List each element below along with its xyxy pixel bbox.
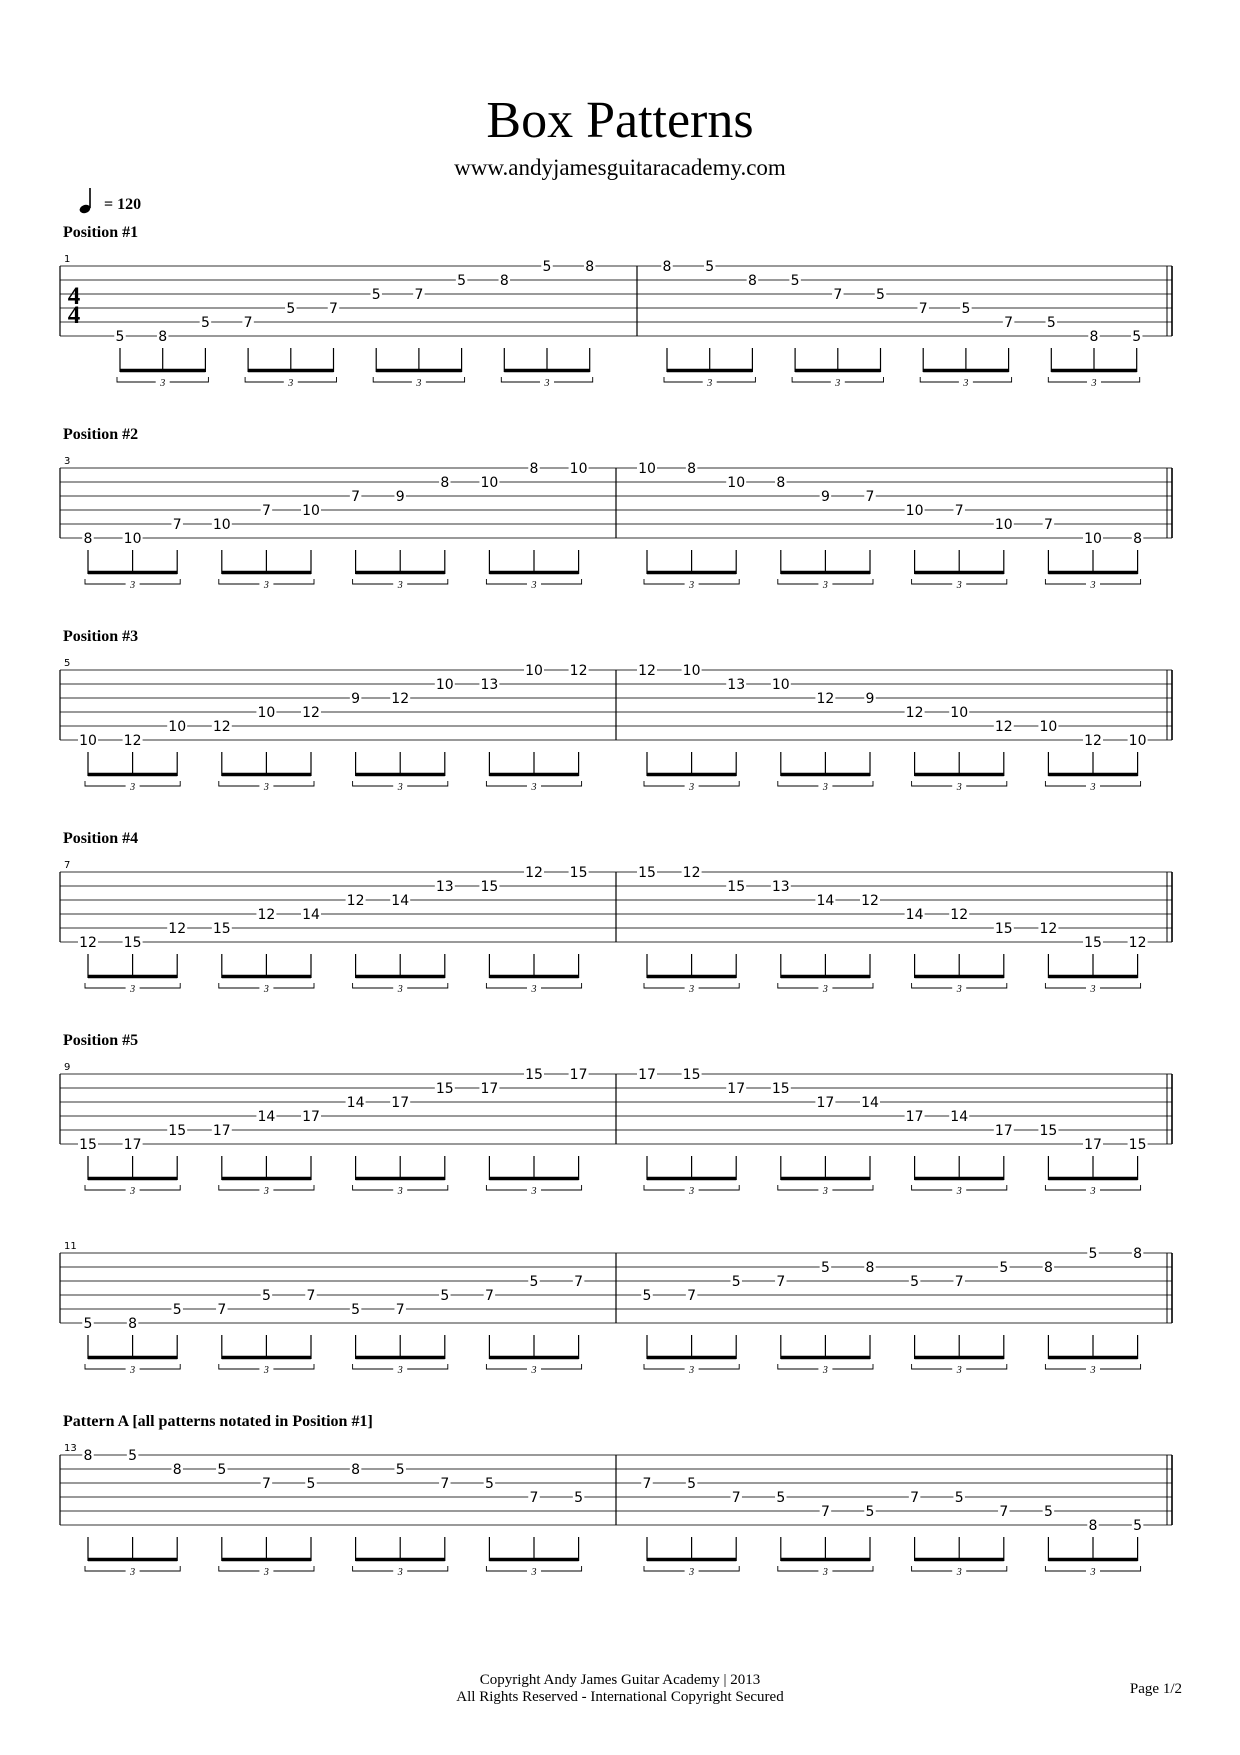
fret-number: 8 xyxy=(83,1448,93,1464)
tuplet-number: 3 xyxy=(822,1567,828,1578)
fret-number: 15 xyxy=(1128,1137,1147,1153)
fret-number: 5 xyxy=(542,259,552,275)
fret-number: 7 xyxy=(529,1490,539,1506)
fret-number: 10 xyxy=(1084,531,1102,547)
tuplet-number: 3 xyxy=(689,1365,695,1376)
tuplet-number: 3 xyxy=(963,378,969,389)
fret-number: 8 xyxy=(1133,1246,1143,1262)
tuplet-number: 3 xyxy=(531,1365,537,1376)
tuplet-number: 3 xyxy=(822,580,828,591)
time-signature-bottom: 4 xyxy=(67,302,81,329)
tuplet-number: 3 xyxy=(130,1365,136,1376)
tuplet-number: 3 xyxy=(822,1186,828,1197)
fret-number: 5 xyxy=(865,1504,875,1520)
fret-number: 15 xyxy=(435,1081,454,1097)
system-label: Position #4 xyxy=(63,830,139,847)
fret-number: 5 xyxy=(1088,1246,1098,1262)
tuplet-number: 3 xyxy=(397,1186,403,1197)
fret-number: 14 xyxy=(302,907,320,923)
fret-number: 15 xyxy=(1039,1123,1058,1139)
fret-number: 15 xyxy=(569,865,588,881)
fret-number: 14 xyxy=(257,1109,276,1125)
fret-number: 8 xyxy=(351,1462,361,1478)
fret-number: 5 xyxy=(705,259,715,275)
tab-system xyxy=(60,1241,1172,1376)
fret-number: 7 xyxy=(574,1274,584,1290)
fret-number: 10 xyxy=(682,663,701,679)
fret-number: 8 xyxy=(499,273,509,289)
fret-number: 7 xyxy=(261,503,271,519)
fret-number: 15 xyxy=(1084,935,1102,951)
fret-number: 7 xyxy=(217,1302,227,1318)
tuplet-number: 3 xyxy=(822,984,828,995)
tuplet-number: 3 xyxy=(160,378,166,389)
fret-number: 10 xyxy=(727,475,746,491)
measure-number: 11 xyxy=(64,1241,77,1252)
fret-number: 7 xyxy=(395,1302,405,1318)
fret-number: 5 xyxy=(128,1448,138,1464)
fret-number: 5 xyxy=(687,1476,697,1492)
fret-number: 12 xyxy=(302,705,320,721)
fret-number: 8 xyxy=(128,1316,138,1332)
tab-system xyxy=(60,1032,1172,1197)
tuplet-number: 3 xyxy=(689,782,695,793)
fret-number: 5 xyxy=(820,1260,830,1276)
measure-number: 9 xyxy=(64,1062,71,1073)
fret-number: 8 xyxy=(662,259,672,275)
fret-number: 17 xyxy=(905,1109,924,1125)
fret-number: 10 xyxy=(950,705,969,721)
tuplet-number: 3 xyxy=(689,580,695,591)
fret-number: 5 xyxy=(910,1274,920,1290)
tuplet-number: 3 xyxy=(263,782,269,793)
fret-number: 10 xyxy=(123,531,142,547)
fret-number: 12 xyxy=(950,907,969,923)
fret-number: 17 xyxy=(302,1109,320,1125)
copyright-line-1: Copyright Andy James Guitar Academy | 2013 xyxy=(479,1672,761,1688)
fret-number: 10 xyxy=(168,719,187,735)
fret-number: 5 xyxy=(306,1476,316,1492)
fret-number: 14 xyxy=(391,893,410,909)
fret-number: 10 xyxy=(257,705,276,721)
fret-number: 5 xyxy=(790,273,800,289)
fret-number: 17 xyxy=(123,1137,142,1153)
fret-number: 7 xyxy=(351,489,361,505)
fret-number: 5 xyxy=(1046,315,1056,331)
fret-number: 5 xyxy=(999,1260,1009,1276)
fret-number: 12 xyxy=(1039,921,1058,937)
tempo-value: = 120 xyxy=(104,196,142,213)
fret-number: 12 xyxy=(212,719,231,735)
fret-number: 8 xyxy=(1088,1518,1098,1534)
fret-number: 12 xyxy=(79,935,97,951)
fret-number: 17 xyxy=(569,1067,588,1083)
fret-number: 7 xyxy=(243,315,253,331)
fret-number: 5 xyxy=(876,287,885,303)
fret-number: 7 xyxy=(329,301,338,317)
fret-number: 7 xyxy=(642,1476,652,1492)
fret-number: 8 xyxy=(172,1462,182,1478)
fret-number: 5 xyxy=(83,1316,93,1332)
fret-number: 5 xyxy=(529,1274,539,1290)
fret-number: 10 xyxy=(435,677,454,693)
fret-number: 7 xyxy=(910,1490,920,1506)
fret-number: 5 xyxy=(261,1288,271,1304)
fret-number: 9 xyxy=(351,691,361,707)
fret-number: 12 xyxy=(905,705,924,721)
tuplet-number: 3 xyxy=(689,1186,695,1197)
fret-number: 5 xyxy=(457,273,467,289)
measure-number: 1 xyxy=(64,254,71,265)
tuplet-number: 3 xyxy=(544,378,550,389)
fret-number: 15 xyxy=(480,879,499,895)
fret-number: 14 xyxy=(816,893,835,909)
fret-number: 10 xyxy=(1128,733,1147,749)
fret-number: 5 xyxy=(115,329,125,345)
tab-system xyxy=(60,426,1172,591)
fret-number: 7 xyxy=(999,1504,1009,1520)
system-label: Position #2 xyxy=(63,426,139,443)
fret-number: 10 xyxy=(212,517,231,533)
tuplet-number: 3 xyxy=(1090,1186,1096,1197)
fret-number: 8 xyxy=(747,273,757,289)
tuplet-number: 3 xyxy=(956,1186,962,1197)
fret-number: 10 xyxy=(302,503,320,519)
measure-number: 7 xyxy=(64,860,71,871)
fret-number: 13 xyxy=(435,879,454,895)
fret-number: 12 xyxy=(257,907,276,923)
fret-number: 10 xyxy=(525,663,543,679)
fret-number: 7 xyxy=(731,1490,741,1506)
fret-number: 14 xyxy=(346,1095,365,1111)
website-url: www.andyjamesguitaracademy.com xyxy=(454,155,786,180)
fret-number: 5 xyxy=(642,1288,652,1304)
fret-number: 8 xyxy=(529,461,539,477)
measure-number: 3 xyxy=(64,456,71,467)
tuplet-number: 3 xyxy=(1090,1567,1096,1578)
fret-number: 7 xyxy=(484,1288,494,1304)
system-label: Position #5 xyxy=(63,1032,139,1049)
tuplet-number: 3 xyxy=(397,580,403,591)
fret-number: 8 xyxy=(865,1260,875,1276)
fret-number: 10 xyxy=(569,461,588,477)
fret-number: 7 xyxy=(820,1504,830,1520)
fret-number: 15 xyxy=(123,935,142,951)
fret-number: 12 xyxy=(346,893,365,909)
measure-number: 5 xyxy=(64,658,71,669)
fret-number: 5 xyxy=(351,1302,361,1318)
tuplet-number: 3 xyxy=(956,1365,962,1376)
tuplet-number: 3 xyxy=(416,378,422,389)
fret-number: 7 xyxy=(954,503,964,519)
tuplet-number: 3 xyxy=(130,782,136,793)
fret-number: 17 xyxy=(391,1095,410,1111)
fret-number: 7 xyxy=(440,1476,450,1492)
fret-number: 12 xyxy=(682,865,701,881)
fret-number: 7 xyxy=(414,287,424,303)
tuplet-number: 3 xyxy=(689,984,695,995)
copyright-line-2: All Rights Reserved - International Copyright Secured xyxy=(456,1689,784,1705)
fret-number: 17 xyxy=(638,1067,656,1083)
tuplet-number: 3 xyxy=(397,782,403,793)
fret-number: 8 xyxy=(687,461,697,477)
fret-number: 15 xyxy=(79,1137,97,1153)
fret-number: 5 xyxy=(440,1288,450,1304)
tuplet-number: 3 xyxy=(263,1365,269,1376)
fret-number: 12 xyxy=(168,921,187,937)
tuplet-number: 3 xyxy=(397,1567,403,1578)
tuplet-number: 3 xyxy=(707,378,713,389)
tuplet-number: 3 xyxy=(130,1567,136,1578)
tuplet-number: 3 xyxy=(956,782,962,793)
fret-number: 9 xyxy=(820,489,830,505)
fret-number: 17 xyxy=(816,1095,835,1111)
fret-number: 12 xyxy=(391,691,410,707)
fret-number: 7 xyxy=(865,489,875,505)
fret-number: 7 xyxy=(833,287,843,303)
fret-number: 5 xyxy=(1133,1518,1143,1534)
fret-number: 17 xyxy=(480,1081,499,1097)
fret-number: 17 xyxy=(212,1123,231,1139)
tuplet-number: 3 xyxy=(288,378,294,389)
tuplet-number: 3 xyxy=(397,984,403,995)
tuplet-number: 3 xyxy=(263,1186,269,1197)
fret-number: 8 xyxy=(1043,1260,1053,1276)
fret-number: 14 xyxy=(905,907,924,923)
fret-number: 5 xyxy=(200,315,210,331)
time-signature-top: 4 xyxy=(67,283,81,310)
fret-number: 12 xyxy=(123,733,142,749)
tuplet-number: 3 xyxy=(956,1567,962,1578)
fret-number: 5 xyxy=(371,287,381,303)
fret-number: 7 xyxy=(172,517,182,533)
tuplet-number: 3 xyxy=(956,580,962,591)
fret-number: 5 xyxy=(574,1490,584,1506)
fret-number: 7 xyxy=(1043,517,1053,533)
fret-number: 15 xyxy=(638,865,656,881)
fret-number: 15 xyxy=(994,921,1013,937)
tuplet-number: 3 xyxy=(130,984,136,995)
tempo-marking xyxy=(78,188,141,215)
fret-number: 9 xyxy=(865,691,875,707)
fret-number: 7 xyxy=(1004,315,1014,331)
tuplet-number: 3 xyxy=(1090,1365,1096,1376)
tuplet-number: 3 xyxy=(531,984,537,995)
fret-number: 12 xyxy=(1084,733,1102,749)
fret-number: 15 xyxy=(682,1067,701,1083)
tuplet-number: 3 xyxy=(956,984,962,995)
tuplet-number: 3 xyxy=(531,1567,537,1578)
fret-number: 10 xyxy=(638,461,656,477)
system-label: Pattern A [all patterns notated in Position #1] xyxy=(63,1413,373,1430)
fret-number: 17 xyxy=(994,1123,1013,1139)
fret-number: 15 xyxy=(168,1123,187,1139)
fret-number: 5 xyxy=(1043,1504,1053,1520)
fret-number: 7 xyxy=(306,1288,316,1304)
tuplet-number: 3 xyxy=(689,1567,695,1578)
fret-number: 7 xyxy=(954,1274,964,1290)
tuplet-number: 3 xyxy=(130,1186,136,1197)
fret-number: 14 xyxy=(861,1095,879,1111)
tuplet-number: 3 xyxy=(835,378,841,389)
fret-number: 5 xyxy=(731,1274,741,1290)
fret-number: 9 xyxy=(395,489,405,505)
fret-number: 15 xyxy=(771,1081,790,1097)
tuplet-number: 3 xyxy=(531,782,537,793)
fret-number: 8 xyxy=(83,531,93,547)
fret-number: 12 xyxy=(525,865,543,881)
fret-number: 7 xyxy=(261,1476,271,1492)
tuplet-number: 3 xyxy=(263,984,269,995)
fret-number: 5 xyxy=(961,301,971,317)
fret-number: 10 xyxy=(905,503,924,519)
fret-number: 7 xyxy=(687,1288,697,1304)
tuplet-number: 3 xyxy=(263,1567,269,1578)
system-label: Position #1 xyxy=(63,224,139,241)
fret-number: 12 xyxy=(569,663,588,679)
tuplet-number: 3 xyxy=(1090,580,1096,591)
fret-number: 12 xyxy=(861,893,879,909)
fret-number: 13 xyxy=(480,677,499,693)
fret-number: 5 xyxy=(172,1302,182,1318)
fret-number: 12 xyxy=(1128,935,1147,951)
fret-number: 8 xyxy=(776,475,786,491)
tuplet-number: 3 xyxy=(531,580,537,591)
fret-number: 5 xyxy=(217,1462,227,1478)
tuplet-number: 3 xyxy=(1090,984,1096,995)
tuplet-number: 3 xyxy=(822,1365,828,1376)
fret-number: 7 xyxy=(776,1274,786,1290)
fret-number: 14 xyxy=(950,1109,969,1125)
fret-number: 15 xyxy=(727,879,746,895)
tab-system xyxy=(60,1413,1172,1578)
fret-number: 8 xyxy=(440,475,450,491)
fret-number: 5 xyxy=(954,1490,964,1506)
fret-number: 5 xyxy=(484,1476,494,1492)
fret-number: 7 xyxy=(918,301,928,317)
tab-system xyxy=(60,628,1172,793)
fret-number: 5 xyxy=(395,1462,405,1478)
page-title: Box Patterns xyxy=(486,92,754,149)
fret-number: 8 xyxy=(585,259,595,275)
tuplet-number: 3 xyxy=(263,580,269,591)
fret-number: 13 xyxy=(727,677,746,693)
fret-number: 5 xyxy=(776,1490,786,1506)
tuplet-number: 3 xyxy=(397,1365,403,1376)
page-number: Page 1/2 xyxy=(1129,1681,1182,1697)
tuplet-number: 3 xyxy=(531,1186,537,1197)
fret-number: 8 xyxy=(1133,531,1143,547)
fret-number: 15 xyxy=(212,921,231,937)
fret-number: 10 xyxy=(79,733,97,749)
fret-number: 12 xyxy=(994,719,1013,735)
tab-system xyxy=(60,830,1172,995)
tuplet-number: 3 xyxy=(822,782,828,793)
system-label: Position #3 xyxy=(63,628,139,645)
fret-number: 10 xyxy=(994,517,1013,533)
fret-number: 12 xyxy=(638,663,656,679)
fret-number: 15 xyxy=(525,1067,543,1083)
fret-number: 8 xyxy=(1089,329,1099,345)
tuplet-number: 3 xyxy=(1091,378,1097,389)
fret-number: 5 xyxy=(1132,329,1142,345)
fret-number: 17 xyxy=(727,1081,746,1097)
fret-number: 10 xyxy=(771,677,790,693)
measure-number: 13 xyxy=(64,1443,77,1454)
tuplet-number: 3 xyxy=(1090,782,1096,793)
fret-number: 10 xyxy=(1039,719,1058,735)
fret-number: 12 xyxy=(816,691,835,707)
tab-system xyxy=(60,224,1172,389)
fret-number: 17 xyxy=(1084,1137,1102,1153)
fret-number: 5 xyxy=(286,301,296,317)
tuplet-number: 3 xyxy=(130,580,136,591)
fret-number: 8 xyxy=(158,329,168,345)
fret-number: 10 xyxy=(480,475,499,491)
fret-number: 13 xyxy=(771,879,790,895)
